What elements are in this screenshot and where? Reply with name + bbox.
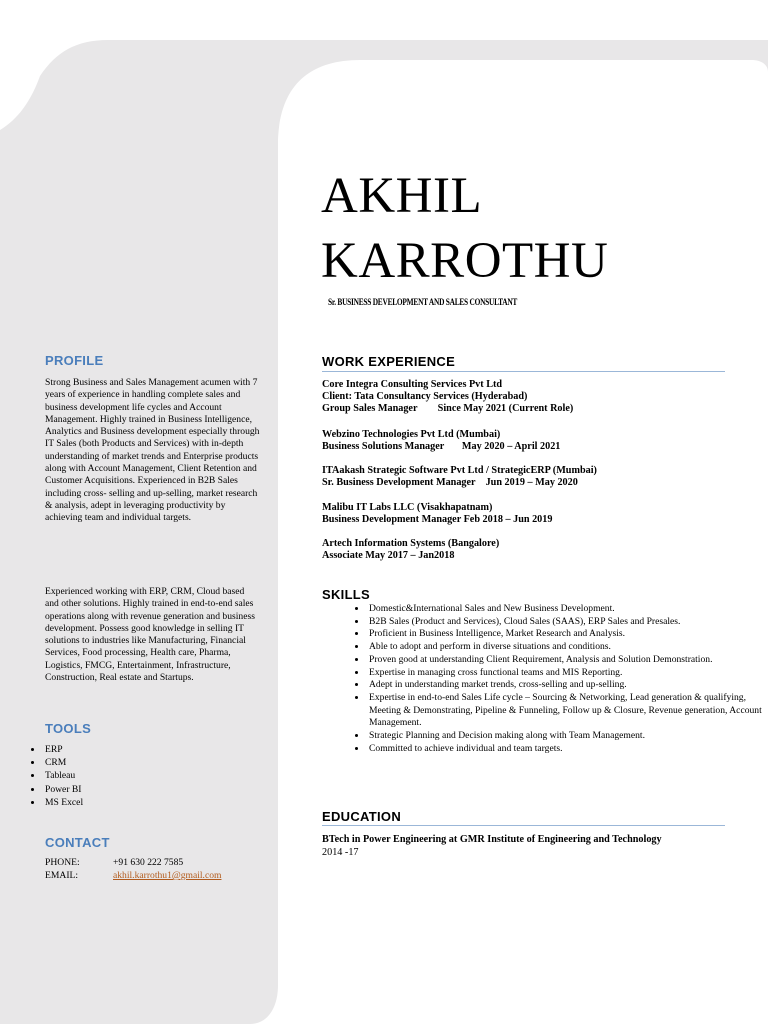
email-label: EMAIL: <box>45 870 79 881</box>
email-row <box>45 870 275 882</box>
work-experience-heading: WORK EXPERIENCE <box>322 354 456 369</box>
job-role: Business Development Manager Feb 2018 – Jun 2019 <box>322 514 553 526</box>
tool-item: • Power BI <box>43 783 83 796</box>
job-client: Client: Tata Consultancy Services (Hyderabad) <box>322 391 528 403</box>
job-title-subtitle: Sr. BUSINESS DEVELOPMENT AND SALES CONSULTANT <box>328 297 518 307</box>
education-rule <box>322 825 725 826</box>
phone-row <box>45 857 275 869</box>
skill-item: • Proven good at understanding Client Requirement, Analysis and Solution Demonstration. <box>367 654 767 667</box>
job-role: Business Solutions Manager May 2020 – April 2021 <box>322 441 561 453</box>
contact-heading: CONTACT <box>45 835 110 850</box>
skill-item: • Strategic Planning and Decision making along with Team Management. <box>367 730 767 743</box>
tools-list <box>19 743 83 809</box>
job-company: Artech Information Systems (Bangalore) <box>322 538 500 549</box>
skills-list <box>322 603 767 755</box>
job-company: Webzino Technologies Pvt Ltd (Mumbai) <box>322 429 501 440</box>
skill-item: • Proficient in Business Intelligence, Market Research and Analysis. <box>367 628 767 641</box>
job-entry <box>322 538 499 562</box>
job-company: Malibu IT Labs LLC (Visakhapatnam) <box>322 502 493 513</box>
tool-item: • Tableau <box>43 769 83 782</box>
tool-item: • ERP <box>43 743 83 756</box>
skill-item: • Adept in understanding market trends, cross-selling and up-selling. <box>367 679 767 692</box>
skills-heading: SKILLS <box>322 587 371 602</box>
name-first: AKHIL <box>321 168 483 224</box>
phone-value: +91 630 222 7585 <box>113 857 184 868</box>
phone-label: PHONE: <box>45 857 80 868</box>
name-last: KARROTHU <box>321 233 609 289</box>
skill-item: • Domestic&International Sales and New Business Development. <box>367 603 767 616</box>
skill-item: • Expertise in managing cross functional teams and MIS Reporting. <box>367 667 767 680</box>
job-company: Core Integra Consulting Services Pvt Ltd <box>322 379 503 390</box>
job-company: ITAakash Strategic Software Pvt Ltd / StrategicERP (Mumbai) <box>322 465 597 476</box>
skill-item: • Expertise in end-to-end Sales Life cycle – Sourcing & Networking, Lead generation & qualifying, Meeting & Demonstrating, Pipeline & Funneling, Follow up & Closure, Revenue generation, Account Management. <box>367 692 767 730</box>
skill-item: • B2B Sales (Product and Services), Cloud Sales (SAAS), ERP Sales and Presales. <box>367 616 767 629</box>
tool-item: • CRM <box>43 756 83 769</box>
profile-heading: PROFILE <box>45 353 104 368</box>
job-role: Sr. Business Development Manager Jun 2019 – May 2020 <box>322 477 578 489</box>
education-degree: BTech in Power Engineering at GMR Institute of Engineering and Technology <box>322 834 662 845</box>
profile-paragraph-2: Experienced working with ERP, CRM, Cloud based and other solutions. Highly trained in end-to-end sales operations along with revenue generation and business development. Possess good knowledge in selling IT solutions to industries like Manufacturing, Financial Services, Food processing, Health care, Pharma, Logistics, FMCG, Entertainment, Infrastructure, Construction, Real estate and Startups. <box>45 586 255 684</box>
job-entry <box>322 502 552 526</box>
job-role: Group Sales Manager Since May 2021 (Current Role) <box>322 403 574 415</box>
job-entry <box>322 379 573 416</box>
tools-heading: TOOLS <box>45 721 92 736</box>
job-role: Associate May 2017 – Jan2018 <box>322 550 455 562</box>
job-entry <box>322 465 597 489</box>
tool-item: • MS Excel <box>43 796 83 809</box>
work-experience-rule <box>322 371 725 372</box>
skill-item: • Able to adopt and perform in diverse situations and conditions. <box>367 641 767 654</box>
email-link[interactable]: akhil.karrothu1@gmail.com <box>113 870 222 881</box>
skill-item: • Committed to achieve individual and team targets. <box>367 743 767 756</box>
education-heading: EDUCATION <box>322 809 402 824</box>
job-entry <box>322 429 560 453</box>
profile-paragraph-1: Strong Business and Sales Management acumen with 7 years of experience in handling complete sales and business development life cycles and Account Management. Highly trained in Business Intelligence, Analytics and Business development especially through IT Sales (both Products and Services) with in-depth understanding of market trends and Enterprise products along with Account Management, Client Retention and Customer Acquisitions. Experienced in B2B Sales including cross- selling and up-selling, market research & analysis, adept in leveraging productivity by achieving team and individual targets. <box>45 377 260 524</box>
education-years: 2014 -17 <box>322 847 359 858</box>
